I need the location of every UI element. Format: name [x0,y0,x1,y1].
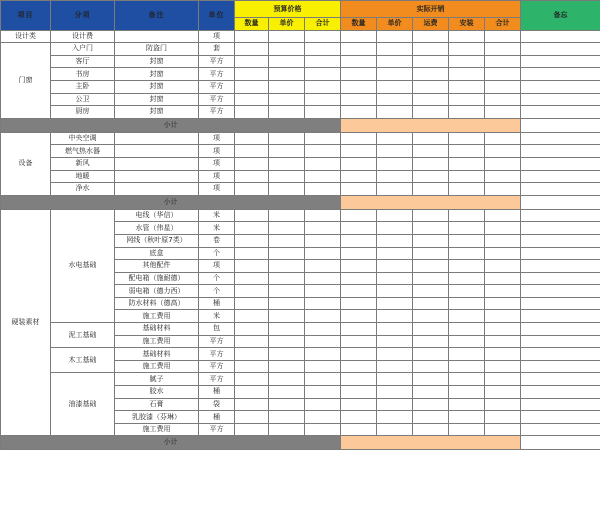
remark-cell: 施工费用 [115,335,199,348]
remark-cell: 施工费用 [115,310,199,323]
budget-total-header: 合计 [305,18,341,31]
unit-cell: 项 [199,145,235,158]
item-cell: 泥工基础 [51,323,115,348]
header-remark: 备注 [115,1,199,31]
remark-cell: 配电箱（施耐德） [115,272,199,285]
unit-cell: 项 [199,260,235,273]
unit-cell: 桶 [199,411,235,424]
table-row [1,170,600,183]
unit-cell: 项 [199,132,235,145]
project-cell: 硬装素材 [1,209,51,436]
table-row [1,30,600,43]
unit-cell: 平方 [199,68,235,81]
header-project: 项目 [1,1,51,31]
actual-price-header: 单价 [377,18,413,31]
item-cell: 设计费 [51,30,115,43]
remark-cell: 封窗 [115,68,199,81]
subtotal-label: 小计 [1,195,341,209]
unit-cell: 个 [199,285,235,298]
header-budget: 预算价格 [235,1,341,18]
budget-price-header: 单价 [269,18,305,31]
item-cell: 厨房 [51,106,115,119]
unit-cell: 桶 [199,297,235,310]
actual-total-header: 合计 [485,18,521,31]
actual-install-header: 安装 [449,18,485,31]
subtotal-actual-cell[interactable] [341,118,521,132]
budget-qty-header: 数量 [235,18,269,31]
unit-cell: 项 [199,183,235,196]
unit-cell: 米 [199,310,235,323]
subtotal-row [1,195,600,209]
unit-cell: 米 [199,222,235,235]
unit-cell: 平方 [199,106,235,119]
item-cell: 主卧 [51,80,115,93]
remark-cell[interactable] [115,30,199,43]
item-cell: 公卫 [51,93,115,106]
table-row [1,348,600,361]
item-cell: 新风 [51,157,115,170]
subtotal-actual-cell[interactable] [341,195,521,209]
subtotal-label: 小计 [1,118,341,132]
table-row [1,132,600,145]
table-row [1,55,600,68]
subtotal-memo-cell[interactable] [521,436,600,450]
subtotal-row [1,118,600,132]
remark-cell: 其他配件 [115,260,199,273]
remark-cell: 封窗 [115,93,199,106]
header-actual: 实际开销 [341,1,521,18]
unit-cell: 套 [199,43,235,56]
item-cell: 油漆基础 [51,373,115,436]
remark-cell: 乳胶漆（芬琳） [115,411,199,424]
actual-qty-header: 数量 [341,18,377,31]
unit-cell: 平方 [199,423,235,436]
remark-cell: 防水材料（德高） [115,297,199,310]
remark-cell: 石膏 [115,398,199,411]
unit-cell: 平方 [199,55,235,68]
actual-freight-header: 运费 [413,18,449,31]
header-row-1 [1,1,600,18]
remark-cell: 腻子 [115,373,199,386]
unit-cell: 项 [199,30,235,43]
project-cell: 设备 [1,132,51,195]
project-cell: 设计类 [1,30,51,43]
remark-cell: 基础材料 [115,323,199,336]
table-row [1,80,600,93]
remark-cell: 电线（华信） [115,209,199,222]
header-item: 分项 [51,1,115,31]
remark-cell: 防盗门 [115,43,199,56]
remark-cell: 水管（伟星） [115,222,199,235]
table-row [1,106,600,119]
unit-cell: 平方 [199,360,235,373]
table-row [1,93,600,106]
subtotal-label: 小计 [1,436,341,450]
subtotal-actual-cell[interactable] [341,436,521,450]
item-cell: 燃气热水器 [51,145,115,158]
unit-cell: 桶 [199,386,235,399]
remark-cell: 施工费用 [115,360,199,373]
subtotal-memo-cell[interactable] [521,118,600,132]
unit-cell: 平方 [199,348,235,361]
remark-cell: 封窗 [115,106,199,119]
table-row [1,373,600,386]
remark-cell: 底盒 [115,247,199,260]
table-row [1,323,600,336]
remark-cell[interactable] [115,170,199,183]
remark-cell[interactable] [115,157,199,170]
remark-cell[interactable] [115,183,199,196]
unit-cell: 项 [199,157,235,170]
unit-cell: 平方 [199,80,235,93]
remark-cell[interactable] [115,132,199,145]
table-row [1,145,600,158]
unit-cell: 米 [199,209,235,222]
table-row [1,43,600,56]
subtotal-row [1,436,600,450]
unit-cell: 平方 [199,93,235,106]
subtotal-memo-cell[interactable] [521,195,600,209]
remark-cell: 基础材料 [115,348,199,361]
item-cell: 水电基础 [51,209,115,322]
item-cell: 客厅 [51,55,115,68]
header-memo: 备忘 [521,1,600,31]
header-unit: 单位 [199,1,235,31]
unit-cell: 平方 [199,373,235,386]
remark-cell: 胶水 [115,386,199,399]
unit-cell: 平方 [199,335,235,348]
remark-cell: 网线（秋叶原7类） [115,234,199,247]
remark-cell: 封窗 [115,80,199,93]
table-row [1,209,600,222]
table-row [1,183,600,196]
unit-cell: 卷 [199,234,235,247]
remark-cell: 弱电箱（德力西） [115,285,199,298]
project-cell: 门窗 [1,43,51,119]
remark-cell: 施工费用 [115,423,199,436]
remark-cell: 封窗 [115,55,199,68]
table-row [1,157,600,170]
unit-cell: 项 [199,170,235,183]
unit-cell: 个 [199,272,235,285]
item-cell: 中央空调 [51,132,115,145]
table-row [1,68,600,81]
unit-cell: 袋 [199,398,235,411]
unit-cell: 包 [199,323,235,336]
unit-cell: 个 [199,247,235,260]
item-cell: 书房 [51,68,115,81]
item-cell: 净水 [51,183,115,196]
item-cell: 木工基础 [51,348,115,373]
item-cell: 地暖 [51,170,115,183]
item-cell: 入户门 [51,43,115,56]
remark-cell[interactable] [115,145,199,158]
